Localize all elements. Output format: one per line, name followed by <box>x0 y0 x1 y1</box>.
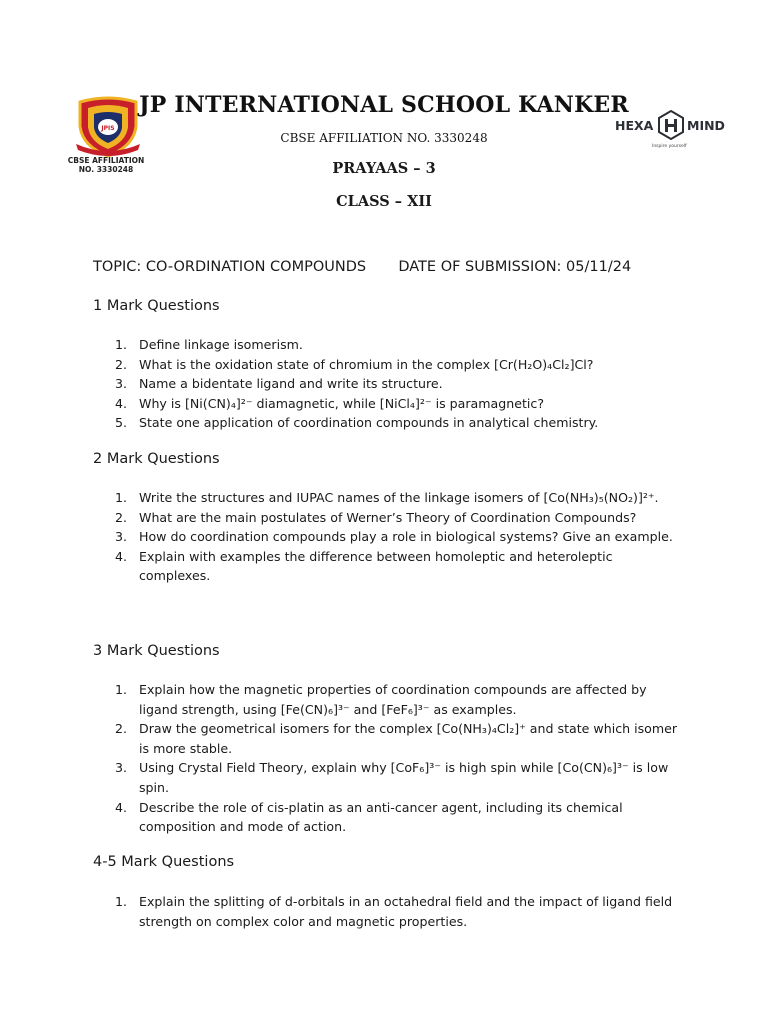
question-text: State one application of coordination compounds in analytical chemistry. <box>139 415 599 431</box>
question-text: Why is [Ni(CN)₄]²⁻ diamagnetic, while [NiCl₄]²⁻ is paramagnetic? <box>139 395 545 411</box>
questions-4-5-mark <box>115 892 685 931</box>
logo-text: JPIS <box>101 125 115 132</box>
section-heading-4-5-mark: 4-5 Mark Questions <box>93 854 235 870</box>
question-number: 1. <box>115 682 128 697</box>
class-title: CLASS – XII <box>336 193 432 210</box>
question-number: 1. <box>115 490 128 505</box>
question-number: 3. <box>115 376 128 392</box>
brand-text-left: HEXA <box>615 118 654 133</box>
question-text: Draw the geometrical isomers for the complex [Co(NH₃)₄Cl₂]⁺ and state which isomer is more stable. <box>139 721 678 756</box>
question-number: 4. <box>115 395 128 411</box>
list-item <box>115 374 685 394</box>
question-number: 3. <box>115 529 128 545</box>
questions-1-mark <box>115 335 685 433</box>
question-text: Describe the role of cis-platin as an anti-cancer agent, including its chemical composition and mode of action. <box>139 799 623 835</box>
question-number: 2. <box>115 509 128 525</box>
school-name: JP INTERNATIONAL SCHOOL KANKER <box>139 92 629 118</box>
question-text: How do coordination compounds play a role in biological systems? Give an example. <box>139 529 673 545</box>
list-item <box>115 527 685 547</box>
questions-2-mark <box>115 488 685 586</box>
list-item <box>115 394 685 414</box>
question-text: What are the main postulates of Werner’s Theory of Coordination Compounds? <box>139 509 637 525</box>
list-item <box>115 758 685 797</box>
list-item <box>115 335 685 355</box>
question-text: What is the oxidation state of chromium in the complex [Cr(H₂O)₄Cl₂]Cl? <box>139 356 594 372</box>
list-item <box>115 547 685 586</box>
question-number: 3. <box>115 760 128 776</box>
question-text: Explain the splitting of d-orbitals in an octahedral field and the impact of ligand field strength on complex color and magnetic properties. <box>139 894 673 929</box>
question-number: 2. <box>115 356 128 372</box>
section-heading-1-mark: 1 Mark Questions <box>93 298 220 314</box>
question-text: Write the structures and IUPAC names of the linkage isomers of [Co(NH₃)₅(NO₂)]²⁺. <box>139 490 659 505</box>
brand-tagline: Inspire yourself <box>652 144 687 149</box>
hexa-mind-logo <box>612 110 730 156</box>
list-item <box>115 798 685 837</box>
question-number: 4. <box>115 548 128 564</box>
question-text: Define linkage isomerism. <box>139 337 303 352</box>
questions-3-mark <box>115 680 685 837</box>
brand-text-right: MIND <box>687 118 725 133</box>
list-item <box>115 355 685 375</box>
question-number: 4. <box>115 799 128 815</box>
prayaas-title: PRAYAAS – 3 <box>332 160 436 177</box>
question-number: 1. <box>115 337 128 352</box>
question-text: Explain with examples the difference between homoleptic and heteroleptic complexes. <box>139 548 613 584</box>
list-item <box>115 508 685 528</box>
hexagon-h-icon <box>658 110 684 140</box>
list-item <box>115 680 685 719</box>
affiliation-number: CBSE AFFILIATION NO. 3330248 <box>280 131 488 145</box>
question-text: Using Crystal Field Theory, explain why [CoF₆]³⁻ is high spin while [Co(CN)₆]³⁻ is low spin. <box>139 760 669 795</box>
list-item <box>115 488 685 508</box>
list-item <box>115 413 685 433</box>
question-number: 1. <box>115 894 128 909</box>
list-item <box>115 892 685 931</box>
question-text: Explain how the magnetic properties of coordination compounds are affected by ligand strength, using [Fe(CN)₆]³⁻ and [FeF₆]³⁻ as examples. <box>139 682 647 717</box>
section-heading-3-mark: 3 Mark Questions <box>93 643 220 659</box>
question-number: 2. <box>115 721 128 737</box>
logo-caption-line1: CBSE AFFILIATION <box>67 156 145 165</box>
question-text: Name a bidentate ligand and write its structure. <box>139 376 443 392</box>
topic-line: TOPIC: CO-ORDINATION COMPOUNDS DATE OF SUBMISSION: 05/11/24 <box>93 259 632 275</box>
question-number: 5. <box>115 415 128 431</box>
logo-caption-line2: NO. 3330248 <box>78 165 134 174</box>
list-item <box>115 719 685 758</box>
section-heading-2-mark: 2 Mark Questions <box>93 451 220 467</box>
